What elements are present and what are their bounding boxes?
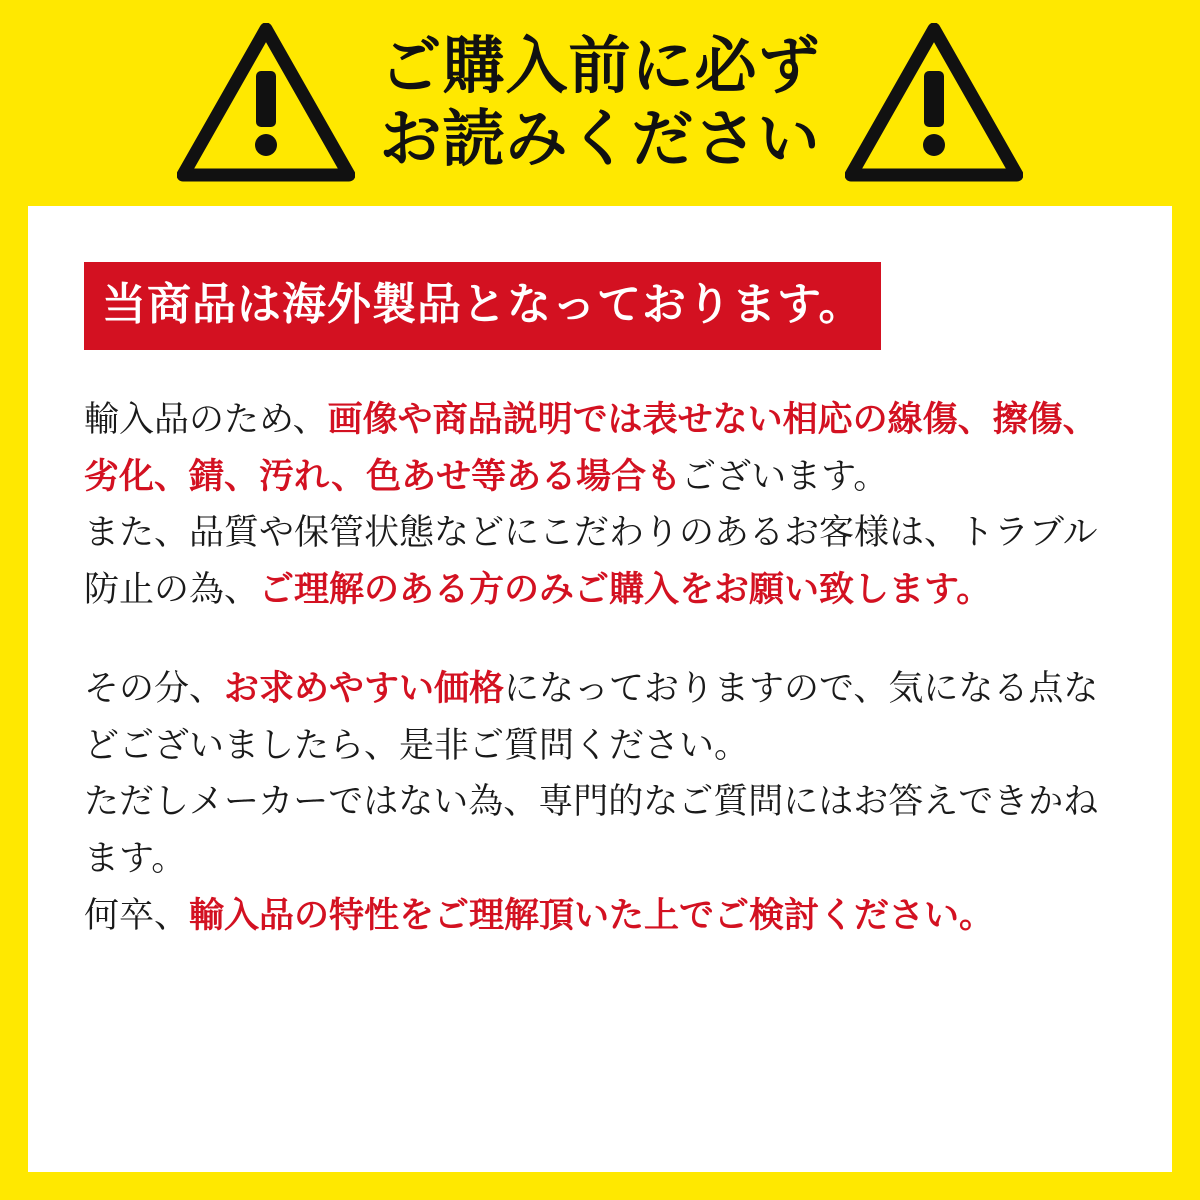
notice-paragraph — [84, 505, 1116, 618]
page-header — [0, 0, 1200, 200]
notice-card — [28, 206, 1172, 1172]
notice-text-plain: また、品質や保管状態などにこだわりのあるお客様は、トラブル防止の為、 — [84, 513, 1098, 610]
notice-text-plain: ございます。 — [681, 456, 889, 496]
notice-body — [84, 392, 1116, 944]
notice-paragraph — [84, 774, 1116, 887]
warning-triangle-icon — [177, 23, 355, 183]
notice-paragraph — [84, 888, 1116, 945]
paragraph-spacer — [84, 619, 1116, 661]
notice-text-plain: その分、 — [84, 668, 225, 708]
notice-paragraph — [84, 661, 1116, 774]
notice-text-plain: ただしメーカーではない為、専門的なご質問にはお答えできかねます。 — [84, 782, 1099, 878]
page-title-line-2: お読みください — [379, 105, 821, 174]
notice-text-plain: 輸入品のため、 — [84, 400, 328, 440]
warning-triangle-icon — [845, 23, 1023, 183]
page-title — [379, 30, 820, 176]
notice-text-highlight: お求めやすい価格 — [224, 668, 505, 708]
notice-text-highlight: 輸入品の特性をご理解頂いた上でご検討ください。 — [189, 895, 995, 935]
notice-paragraph — [84, 392, 1116, 505]
status-badge: 当商品は海外製品となっております。 — [84, 262, 881, 350]
page-title-line-1: ご購入前に必ず — [379, 31, 821, 101]
notice-text-highlight: 画像や商品説明では表せない相応の線傷、擦傷、劣化、錆、汚れ、色あせ等ある場合も — [84, 400, 1098, 496]
notice-text-plain: になっておりますので、気になる点などございましたら、是非ご質問ください。 — [84, 668, 1099, 765]
notice-text-plain: 何卒、 — [84, 895, 190, 935]
notice-text-highlight: ご理解のある方のみご購入をお願い致します。 — [259, 570, 992, 610]
